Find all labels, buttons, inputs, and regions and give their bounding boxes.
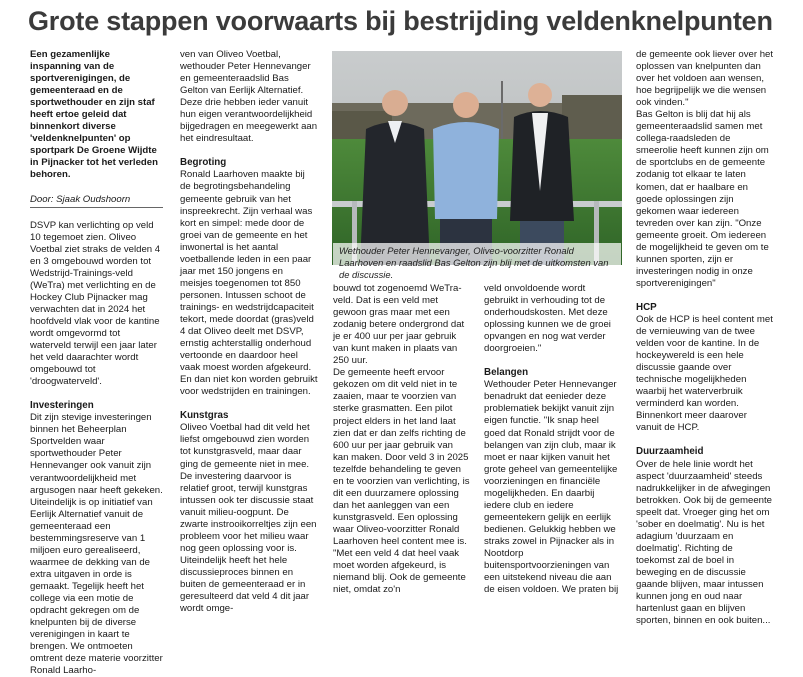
subheading-duurzaamheid: Duurzaamheid [636,446,704,458]
column-3 [333,283,471,596]
author-line: Door: Sjaak Oudshoorn [30,194,163,208]
column-2 [180,49,318,615]
subheading-belangen: Belangen [484,367,529,379]
paragraph: "Met een veld 4 dat heel vaak moet worden afgekeurd, is niemand blij. Ook de gemeente niet, omdat zo'n [333,548,466,596]
paragraph: Ook de HCP is heel content met de vernieuwing van de twee velden voor de kantine. In de hockeywereld is een hele discussie gaande over technische mogelijkheden waarbij het waterverbruik verminderd kan worden. Binnenkort meer daarover vanuit de HCP. [636,313,773,434]
subheading-investeringen: Investeringen [30,400,94,412]
photo-caption: Wethouder Peter Hennevanger, Oliveo-voorzitter Ronald Laarhoven en raadslid Bas Gelton zijn blij met de uitkomsten van de discussie. [333,243,621,273]
column-4 [484,283,622,596]
paragraph: Dit zijn stevige investeringen binnen het Beheerplan Sportvelden waar sportwethouder Peter Hennevanger ook vanuit zijn verantwoordelijkheid met argusogen naar heeft gekeken. Uiteindelijk is op initiatief van Eerlijk Alternatief vanuit de gemeenteraad een bestemmingsreserve van 1 miljoen euro gerealiseerd, waarmee de dekking van de extra uitgaven in orde is gemaakt. Tegelijk heeft het college via een motie de opdracht gekregen om de knelpunten bij de diverse verenigingen in kaart te brengen. We ontmoeten omtrent deze materie voorzitter Ronald Laarho- [30,412,163,677]
paragraph: De gemeente heeft ervoor gekozen om dit veld niet in te zaaien, maar te voorzien van sterke grasmatten. Een pilot project elders in het land laat zien dat er dan zelfs richting de 600 uur per jaar gebruik van kan maken. Door veld 3 in 2025 tezelfde behandeling te geven en te voorzien van verlichting, is dit een duurzamere oplossing dan het aanleggen van een kunstgrasveld. Een oplossing waar Oliveo-voorzitter Ronald Laarhoven heel content mee is. [333,367,470,547]
paragraph: Bas Gelton is blij dat hij als gemeenteraadslid samen met collega-raadsleden de smeerolie heeft kunnen zijn om de sportclubs en de gemeente zodanig tot elkaar te laten komen, dat er haalbare en goede oplossingen zijn gekomen waar iedereen tevreden over kan zijn. "Onze gemeente groeit. Om iedereen de mogelijkheid te geven om te kunnen sporten, zijn er investeringen nodig in onze sportverenigingen" [636,109,769,289]
paragraph: Wethouder Peter Hennevanger benadrukt dat eenieder deze problematiek bekijkt vanuit zijn eigen functie. "Ik snap heel goed dat Ronald strijdt voor de belangen van zijn club, maar ik moet er naar kijken vanuit het grote geheel van gemeentelijke voorzieningen en financiële mogelijkheden. En daarbij iedere club en iedere gemeentekern gelijk en eerlijk bedienen. Gelukkig hebben we straks zowel in Pijnacker als in Nootdorp buitensportvoorzieningen van een uitstekend niveau die aan de eisen voldoen. We praten bij [484,379,619,596]
subheading-hcp: HCP [636,301,657,313]
column-5 [636,49,774,627]
paragraph: Oliveo Voetbal had dit veld het liefst omgebouwd zien worden tot kunstgrasveld, maar daar ging de gemeente niet in mee. De investering daarvoor is relatief groot, terwijl kunstgras intussen ook ter discussie staat vanuit milieu-oogpunt. De zwarte instrooikorreltjes zijn een probleem voor het milieu waar nog geen oplossing voor is. Uiteindelijk heeft het hele discussieproces binnen en buiten de gemeenteraad er in geresulteerd dat veld 4 dit jaar wordt omge- [180,422,317,615]
paragraph: DSVP kan verlichting op veld 10 tegemoet zien. Oliveo Voetbal ziet straks de velden 4 en 3 omgebouwd worden tot Wedstrijd-Trainings-veld (WeTra) met verlichting en de Hockey Club Pijnacker mag verwachten dat in 2024 het hoofdveld vlak voor de kantine wordt omgevormd tot waterveld terwijl een jaar later het veld daarachter wordt omgebouwd tot 'droogwaterveld'. [30,219,161,388]
column-1 [30,49,163,677]
subheading-begroting: Begroting [180,157,227,169]
paragraph: de gemeente ook liever over het oplossen van knelpunten dan over het voldoen aan wensen, hoe begrijpelijk we die wensen ook vinden." [636,49,774,109]
paragraph: veld onvoldoende wordt gebruikt in verhouding tot de onderhoudskosten. Met deze oplossing kunnen we de groei opvangen en nog wat verder doorgroeien." [484,283,611,355]
headline: Grote stappen voorwaarts bij bestrijding veldenknelpunten [28,6,773,36]
paragraph: ven van Oliveo Voetbal, wethouder Peter Hennevanger en gemeenteraadslid Bas Gelton van Eerlijk Alternatief. Deze drie hebben ieder vanuit hun eigen verantwoordelijkheid bijgedragen en meegewerkt aan het eindresultaat. [180,49,318,145]
article-photo [332,51,622,265]
subheading-kunstgras: Kunstgras [180,410,229,422]
intro-paragraph: Een gezamenlijke inspanning van de sportverenigingen, de gemeenteraad en de sportwethouder en zijn staf heeft ertoe geleid dat binnenkort diverse 'veldenknelpunten' op sportpark De Groene Wijdte in Pijnacker tot het verleden behoren. [30,49,158,181]
photo-illustration [332,51,622,265]
paragraph: Over de hele linie wordt het aspect 'duurzaamheid' steeds nadrukkelijker in de afwegingen betrokken. Ook bij de gemeente speelt dat. Vroeger ging het om 'sober en doelmatig'. Nu is het adagium 'duurzaam en doelmatig'. Richting de toekomst zal de boel in beweging en de discussie gaande blijven, maar intussen kunnen jong en oud naar hartenlust gaan en blijven sporten, binnen en ook buiten... [636,458,772,627]
paragraph: Ronald Laarhoven maakte bij de begrotingsbehandeling gemeente gebruik van het inspreekrecht. Zijn verhaal was kort en simpel: mede door de groei van de gemeente en het inwonertal is het aantal voetballende leden in een paar jaar met 150 jongens en meisjes toegenomen tot 850 personen. Intussen schoot de trainings- en wedstrijdcapaciteit tekort, mede doordat (gras)veld 4 dat Oliveo deelt met DSVP, ernstig achterstallig onderhoud vertoonde en daardoor heel vaak moest worden afgekeurd. En dan niet kon worden gebruikt voor wedstrijden en trainingen. [180,169,318,398]
paragraph: bouwd tot zogenoemd WeTra-veld. Dat is een veld met gewoon gras maar met een zodanig betere ondergrond dat je er 400 uur per jaar gebruik van kunt maken in plaats van 250 uur. [333,283,465,367]
